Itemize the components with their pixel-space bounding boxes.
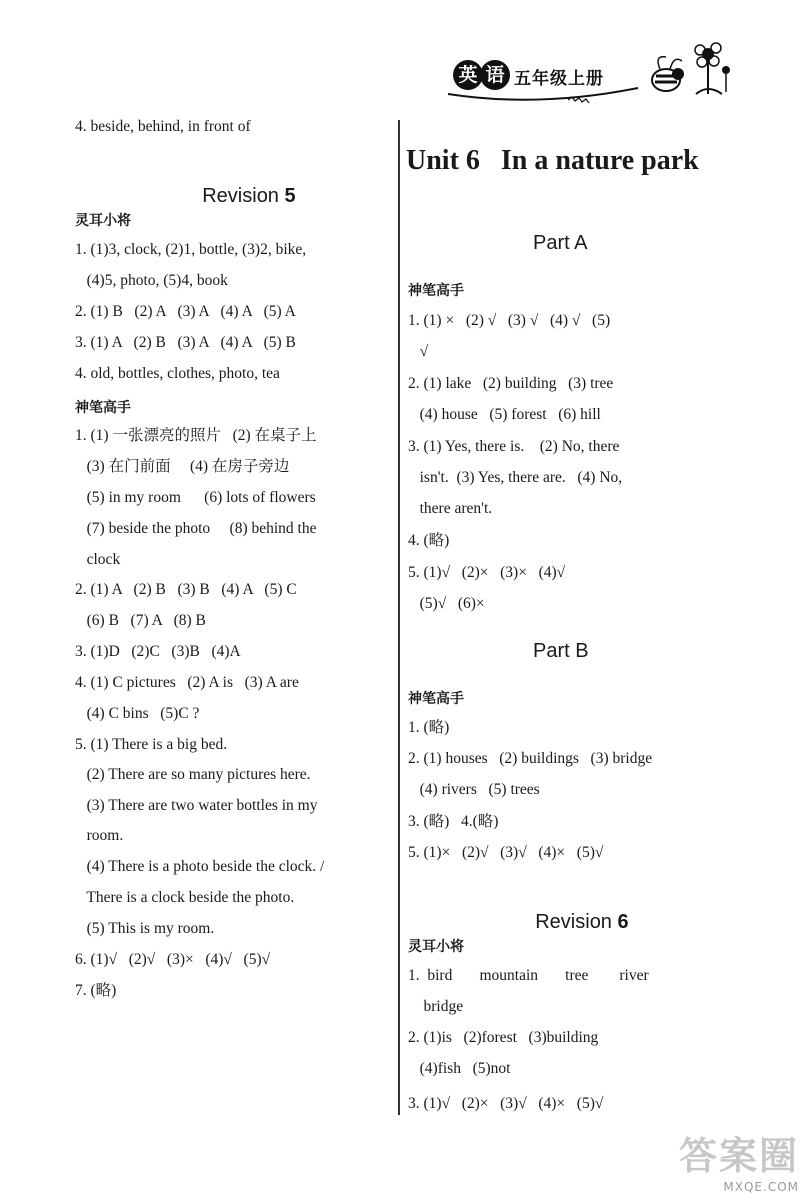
part-a-title: Part A [533, 232, 588, 254]
answer-line: 1. (1)3, clock, (2)1, bottle, (3)2, bike, [75, 241, 307, 258]
answer-line: (6) B (7) A (8) B [75, 612, 206, 629]
revision5-number: 5 [284, 185, 296, 207]
header-subtitle: 五年级上册 [514, 69, 604, 89]
section-label-lingerxiaojiang: 灵耳小将 [408, 939, 464, 955]
answer-line: 2. (1)is (2)forest (3)building [408, 1029, 599, 1046]
answer-line: 2. (1) lake (2) building (3) tree [408, 375, 614, 392]
answer-line: 3. (1) Yes, there is. (2) No, there [408, 438, 620, 455]
answer-line: 4. (1) C pictures (2) A is (3) A are [75, 674, 299, 691]
answer-line: 5. (1) There is a big bed. [75, 736, 228, 753]
answer-line: 1. (略) [408, 719, 450, 736]
answer-line: (4)fish (5)not [408, 1060, 511, 1077]
answer-line: (4) house (5) forest (6) hill [408, 406, 601, 423]
section-label-shenbigaoshou: 神笔高手 [408, 283, 464, 299]
answer-line: 3. (1) A (2) B (3) A (4) A (5) B [75, 334, 296, 351]
column-divider [398, 120, 400, 1115]
answer-line: clock [75, 551, 121, 568]
revision6-number: 6 [617, 911, 629, 933]
answer-line: (5)√ (6)× [408, 595, 485, 612]
section-label-shenbigaoshou: 神笔高手 [408, 691, 464, 707]
page-header [448, 58, 738, 108]
revision6-title [513, 888, 629, 957]
answer-line: (4) rivers (5) trees [408, 781, 540, 798]
answer-line: room. [75, 827, 124, 844]
section-label-lingerxiaojiang: 灵耳小将 [75, 213, 131, 229]
bee-flower-decoration-icon [636, 36, 736, 106]
revision5-title [180, 162, 296, 231]
unit-title: Unit 6 In a nature park [406, 145, 699, 176]
answer-line: 4. old, bottles, clothes, photo, tea [75, 365, 280, 382]
header-bubble-ying: 英 [453, 60, 483, 90]
answer-line: 4. (略) [408, 532, 450, 549]
answer-line: (3) There are two water bottles in my [75, 797, 318, 814]
left-top-line: 4. beside, behind, in front of [75, 118, 251, 135]
answer-line: 3. (略) 4.(略) [408, 813, 499, 830]
watermark-url: MXQE.COM [723, 1180, 799, 1194]
answer-line: 2. (1) A (2) B (3) B (4) A (5) C [75, 581, 297, 598]
answer-line: (4) There is a photo beside the clock. / [75, 858, 325, 875]
answer-line: (5) This is my room. [75, 920, 215, 937]
revision6-title-text: Revision [535, 911, 612, 933]
answer-line: (3) 在门前面 (4) 在房子旁边 [75, 458, 290, 475]
answer-line: 2. (1) houses (2) buildings (3) bridge [408, 750, 653, 767]
answer-line: 1. (1) × (2) √ (3) √ (4) √ (5) [408, 312, 611, 329]
watermark [679, 1125, 799, 1194]
answer-line: isn't. (3) Yes, there are. (4) No, [408, 469, 623, 486]
section-label-shenbigaoshou: 神笔高手 [75, 400, 131, 416]
answer-line: 7. (略) [75, 982, 117, 999]
answer-line: 6. (1)√ (2)√ (3)× (4)√ (5)√ [75, 951, 271, 968]
answer-line: (7) beside the photo (8) behind the [75, 520, 317, 537]
answer-line: (5) in my room (6) lots of flowers [75, 489, 316, 506]
revision5-title-text: Revision [202, 185, 279, 207]
answer-line: bridge [408, 998, 464, 1015]
answer-line: 1. bird mountain tree river [408, 967, 649, 984]
answer-line: √ [408, 343, 429, 360]
answer-line: there aren't. [408, 500, 493, 517]
answer-line: 5. (1)√ (2)× (3)× (4)√ [408, 564, 566, 581]
answer-line: 3. (1)D (2)C (3)B (4)A [75, 643, 241, 660]
answer-line: 1. (1) 一张漂亮的照片 (2) 在桌子上 [75, 427, 317, 444]
answer-line: 2. (1) B (2) A (3) A (4) A (5) A [75, 303, 296, 320]
answer-line: 3. (1)√ (2)× (3)√ (4)× (5)√ [408, 1095, 604, 1112]
answer-line: There is a clock beside the photo. [75, 889, 295, 906]
answer-line: (4) C bins (5)C ? [75, 705, 200, 722]
answer-line: 5. (1)× (2)√ (3)√ (4)× (5)√ [408, 844, 604, 861]
header-swoosh-icon [448, 84, 648, 104]
answer-line: (2) There are so many pictures here. [75, 766, 311, 783]
watermark-logo-text: 答案圈 [678, 1134, 799, 1178]
part-b-title: Part B [533, 640, 589, 662]
answer-line: (4)5, photo, (5)4, book [75, 272, 228, 289]
header-bubble-yu: 语 [480, 60, 510, 90]
